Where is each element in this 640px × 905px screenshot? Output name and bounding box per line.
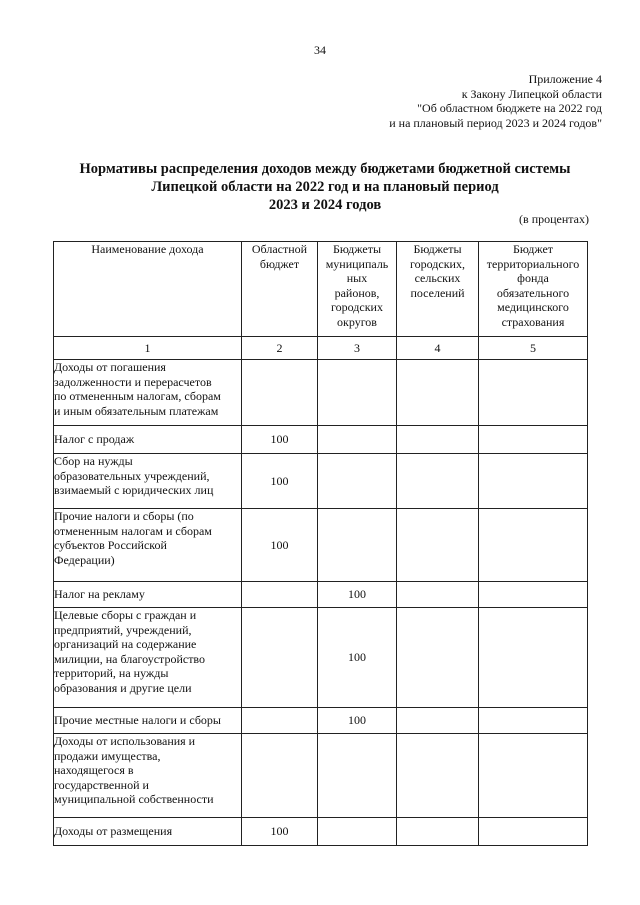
column-number: 2 — [242, 337, 318, 360]
income-name: Налог на рекламу — [54, 582, 242, 608]
header-income-name: Наименование дохода — [54, 242, 242, 337]
insurance-fund-share — [479, 734, 588, 818]
municipal-share — [318, 818, 397, 846]
title-line: Нормативы распределения доходов между бюджетами бюджетной системы — [79, 161, 571, 177]
settlement-share — [397, 734, 479, 818]
settlement-share — [397, 426, 479, 454]
table-row — [54, 818, 588, 846]
settlement-share — [397, 509, 479, 582]
column-number: 1 — [54, 337, 242, 360]
appendix-note — [389, 72, 602, 130]
table-row — [54, 608, 588, 708]
insurance-fund-share — [479, 360, 588, 426]
settlement-share — [397, 608, 479, 708]
insurance-fund-share — [479, 509, 588, 582]
municipal-share: 100 — [318, 582, 397, 608]
table-row — [54, 734, 588, 818]
municipal-share — [318, 509, 397, 582]
insurance-fund-share — [479, 818, 588, 846]
municipal-share: 100 — [318, 708, 397, 734]
column-number: 5 — [479, 337, 588, 360]
document-title — [40, 160, 610, 214]
municipal-share — [318, 426, 397, 454]
insurance-fund-share — [479, 582, 588, 608]
table-row — [54, 708, 588, 734]
insurance-fund-share — [479, 454, 588, 509]
header-municipal-budgets: Бюджеты муниципаль ных районов, городских округов — [318, 242, 397, 337]
title-line: Липецкой области на 2022 год и на плановый период — [151, 179, 499, 195]
revenue-distribution-table — [53, 241, 588, 846]
column-number: 4 — [397, 337, 479, 360]
regional-share — [242, 734, 318, 818]
income-name: Доходы от размещения — [54, 818, 242, 846]
header-health-insurance-fund: Бюджет территориального фонда обязательного медицинского страхования — [479, 242, 588, 337]
header-settlement-budgets: Бюджеты городских, сельских поселений — [397, 242, 479, 337]
insurance-fund-share — [479, 708, 588, 734]
appendix-line: Приложение 4 — [528, 72, 602, 86]
income-name: Прочие местные налоги и сборы — [54, 708, 242, 734]
income-name: Сбор на нужды образовательных учреждений, взимаемый с юридических лиц — [54, 454, 242, 509]
municipal-share — [318, 360, 397, 426]
settlement-share — [397, 582, 479, 608]
column-number: 3 — [318, 337, 397, 360]
table-row — [54, 582, 588, 608]
appendix-line: и на плановый период 2023 и 2024 годов" — [389, 115, 602, 130]
header-row — [54, 242, 588, 337]
regional-share: 100 — [242, 818, 318, 846]
page-number: 34 — [314, 43, 326, 57]
regional-share — [242, 608, 318, 708]
municipal-share — [318, 734, 397, 818]
insurance-fund-share — [479, 426, 588, 454]
income-name: Доходы от использования и продажи имущества, находящегося в государственной и муниципальной собственности — [54, 734, 242, 818]
header-regional-budget: Областной бюджет — [242, 242, 318, 337]
settlement-share — [397, 454, 479, 509]
income-name: Доходы от погашения задолженности и перерасчетов по отмененным налогам, сборам и иным обязательным платежам — [54, 360, 242, 426]
income-name: Налог с продаж — [54, 426, 242, 454]
income-name: Прочие налоги и сборы (по отмененным налогам и сборам субъектов Российской Федерации) — [54, 509, 242, 582]
regional-share: 100 — [242, 509, 318, 582]
table-row — [54, 509, 588, 582]
table-row — [54, 454, 588, 509]
appendix-line: к Закону Липецкой области — [461, 86, 602, 101]
title-line: 2023 и 2024 годов — [268, 197, 382, 213]
settlement-share — [397, 708, 479, 734]
table-row — [54, 426, 588, 454]
table-row — [54, 360, 588, 426]
settlement-share — [397, 818, 479, 846]
regional-share: 100 — [242, 426, 318, 454]
settlement-share — [397, 360, 479, 426]
units-note: (в процентах) — [519, 212, 589, 226]
regional-share — [242, 360, 318, 426]
insurance-fund-share — [479, 608, 588, 708]
regional-share — [242, 708, 318, 734]
regional-share: 100 — [242, 454, 318, 509]
municipal-share — [318, 454, 397, 509]
regional-share — [242, 582, 318, 608]
income-name: Целевые сборы с граждан и предприятий, учреждений, организаций на содержание милиции, на благоустройство территорий, на нужды образования и другие цели — [54, 608, 242, 708]
column-number-row — [54, 337, 588, 360]
municipal-share: 100 — [318, 608, 397, 708]
appendix-line: "Об областном бюджете на 2022 год — [417, 101, 602, 115]
